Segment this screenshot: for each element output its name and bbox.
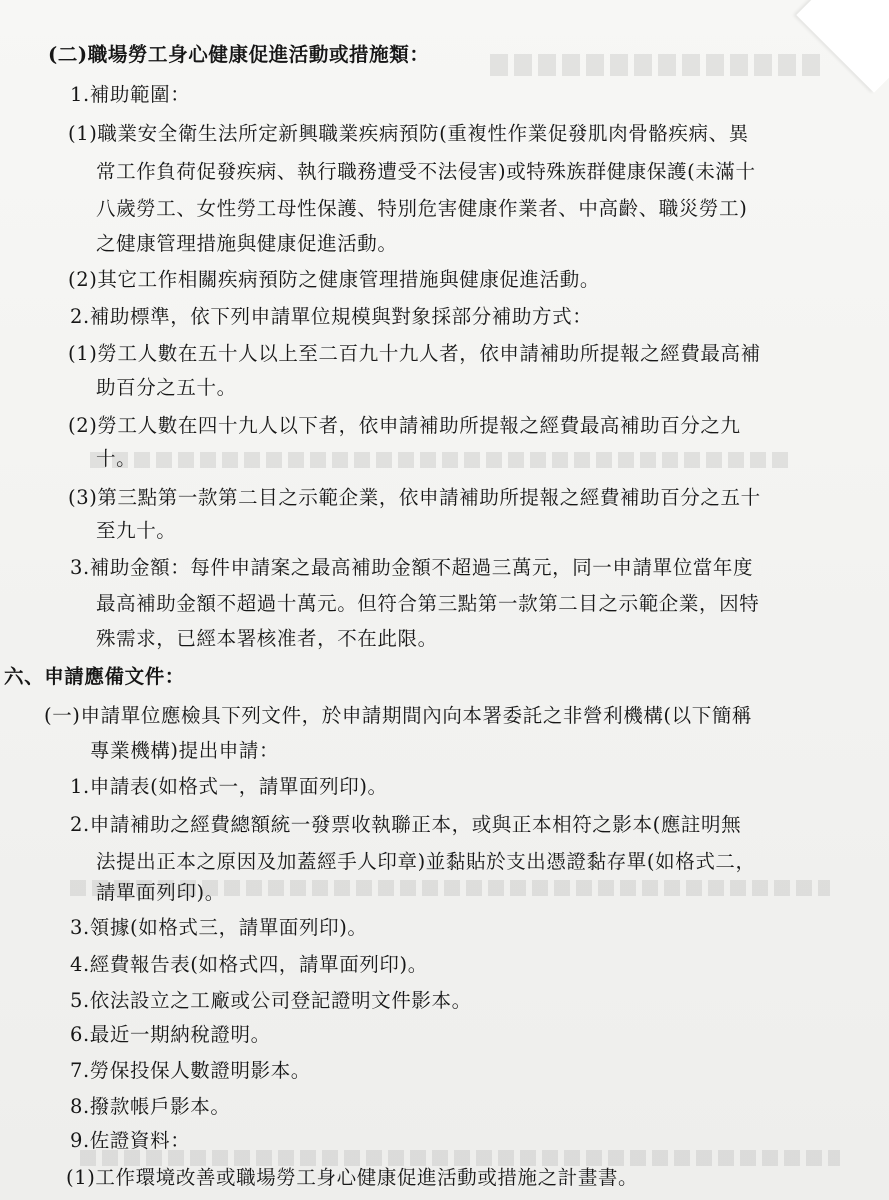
paragraph-line: (1)勞工人數在五十人以上至二百九十九人者，依申請補助所提報之經費最高補 <box>68 342 761 365</box>
subsection-2-title: 2.補助標準，依下列申請單位規模與對象採部分補助方式： <box>70 305 593 328</box>
list-item-4: 4.經費報告表(如格式四，請單面列印)。 <box>70 953 428 976</box>
paragraph-line: (2)其它工作相關疾病預防之健康管理措施與健康促進活動。 <box>68 268 600 291</box>
section-heading-6: 六、申請應備文件： <box>4 665 185 688</box>
list-item-7: 7.勞保投保人數證明影本。 <box>70 1059 311 1082</box>
list-item-3: 3.領據(如格式三，請單面列印)。 <box>70 916 368 939</box>
paragraph-line: 之健康管理措施與健康促進活動。 <box>96 232 398 255</box>
paragraph-line: 常工作負荷促發疾病、執行職務遭受不法侵害)或特殊族群健康保護(未滿十 <box>96 160 756 183</box>
folded-page-corner <box>796 0 889 93</box>
paragraph-line: 至九十。 <box>96 519 177 542</box>
list-item-6: 6.最近一期納稅證明。 <box>70 1023 271 1046</box>
bleed-through-shadow <box>80 1150 840 1166</box>
paragraph-line: (3)第三點第一款第二目之示範企業，依申請補助所提報之經費補助百分之五十 <box>68 486 761 509</box>
paragraph-line: (1)工作環境改善或職場勞工身心健康促進活動或措施之計畫書。 <box>66 1166 639 1189</box>
paragraph-line: 請單面列印)。 <box>96 881 225 904</box>
paragraph-line: (1)職業安全衛生法所定新興職業疾病預防(重複性作業促發肌肉骨骼疾病、異 <box>68 122 749 145</box>
subsection-3-title: 3.補助金額：每件申請案之最高補助金額不超過三萬元，同一申請單位當年度 <box>70 556 754 579</box>
subsection-1-title: 1.補助範圍： <box>70 83 191 106</box>
paragraph-line: 八歲勞工、女性勞工母性保護、特別危害健康作業者、中高齡、職災勞工) <box>96 197 748 220</box>
bleed-through-shadow <box>490 54 820 76</box>
list-item-1: 1.申請表(如格式一，請單面列印)。 <box>70 775 388 798</box>
paragraph-line: 法提出正本之原因及加蓋經手人印章)並黏貼於支出憑證黏存單(如格式二， <box>96 850 756 873</box>
list-item-8: 8.撥款帳戶影本。 <box>70 1095 231 1118</box>
section-heading-2: (二)職場勞工身心健康促進活動或措施類： <box>48 43 430 66</box>
paragraph-line: 助百分之五十。 <box>96 376 237 399</box>
list-item-9: 9.佐證資料： <box>70 1129 191 1152</box>
list-item-2: 2.申請補助之經費總額統一發票收執聯正本，或與正本相符之影本(應註明無 <box>70 813 742 836</box>
paragraph-line: 最高補助金額不超過十萬元。但符合第三點第一款第二目之示範企業，因特 <box>96 592 760 615</box>
list-item-5: 5.依法設立之工廠或公司登記證明文件影本。 <box>70 989 472 1012</box>
paragraph-line: 殊需求，已經本署核准者，不在此限。 <box>96 627 438 650</box>
paragraph-line: 十。 <box>96 447 137 470</box>
subsection-intro: (一)申請單位應檢具下列文件，於申請期間內向本署委託之非營利機構(以下簡稱 <box>44 704 753 727</box>
paragraph-line: 專業機構)提出申請： <box>90 739 280 762</box>
bleed-through-shadow <box>90 452 790 468</box>
paragraph-line: (2)勞工人數在四十九人以下者，依申請補助所提報之經費最高補助百分之九 <box>68 414 741 437</box>
